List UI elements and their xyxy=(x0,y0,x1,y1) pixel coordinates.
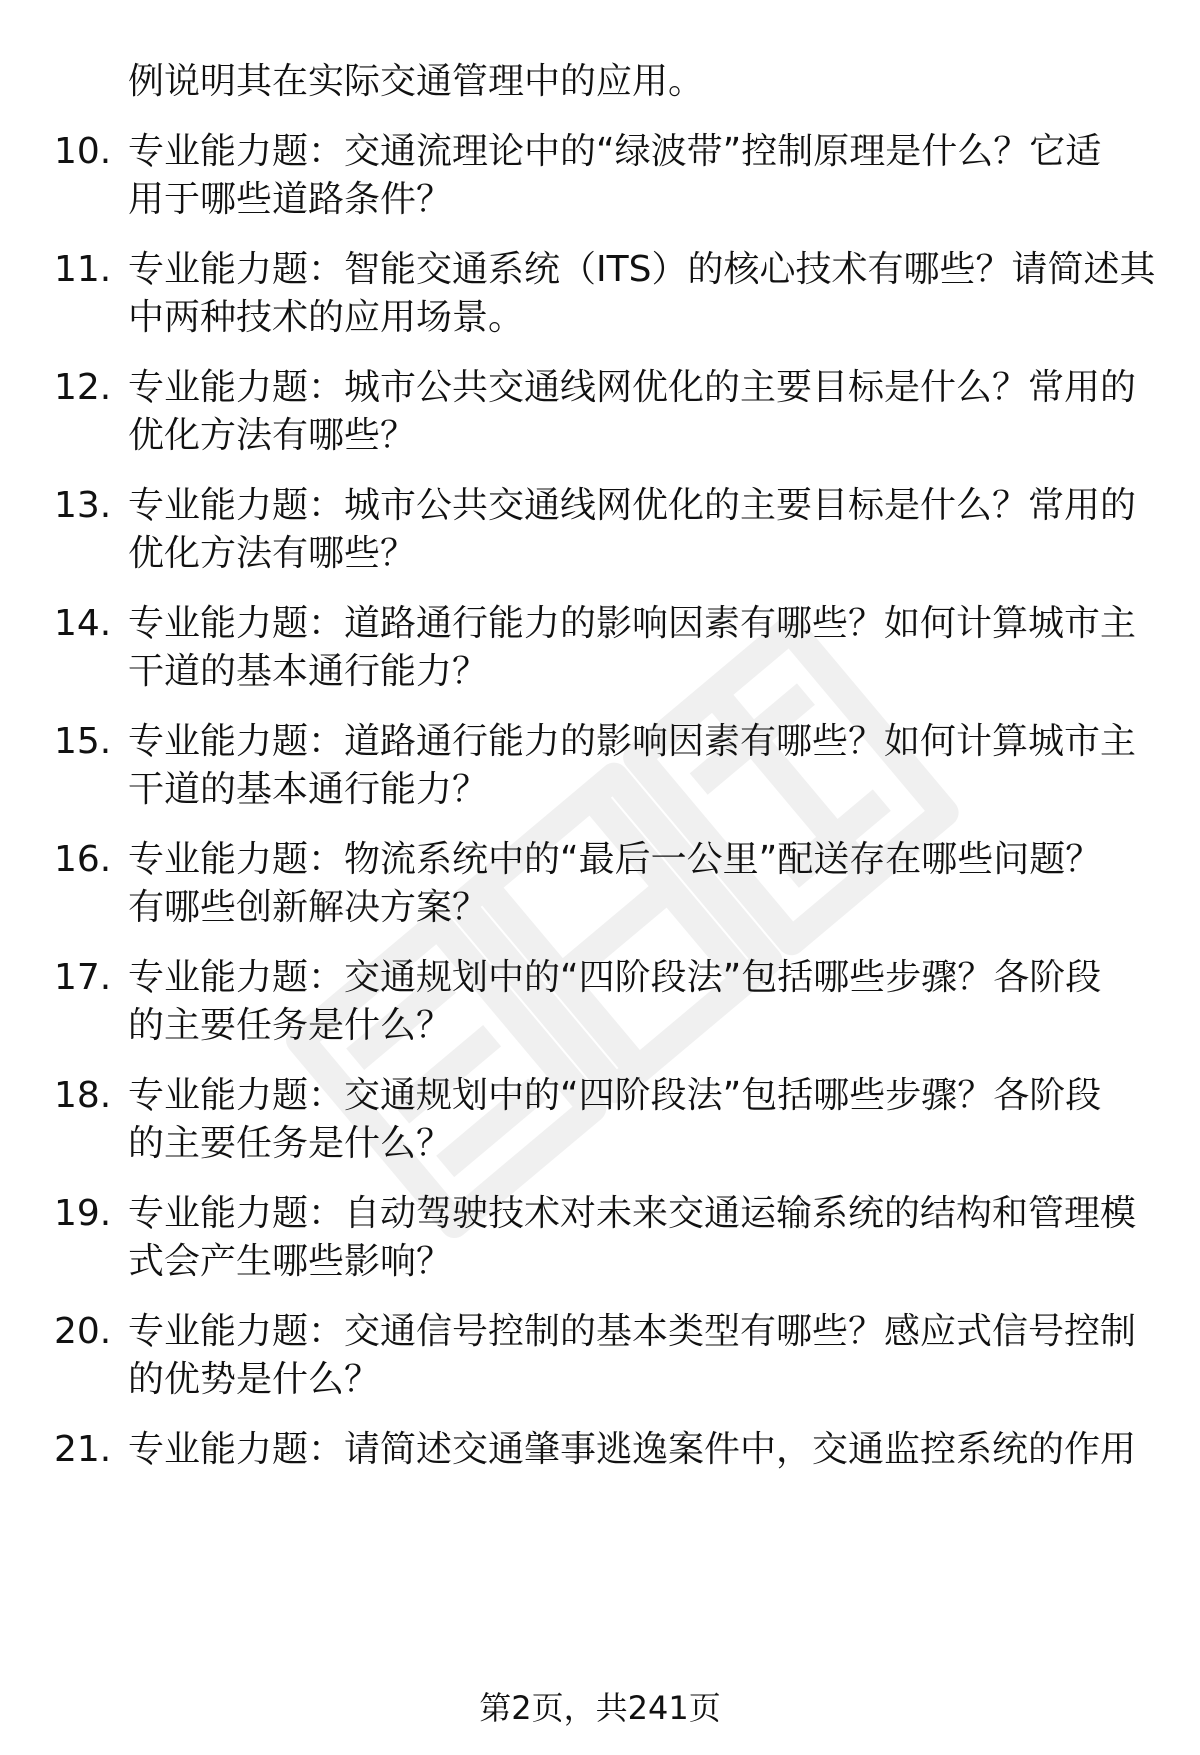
item-text-line-2: 有哪些创新解决方案？ xyxy=(128,887,489,928)
item-text-line-1: 专业能力题：交通规划中的“四阶段法”包括哪些步骤？各阶段 xyxy=(128,957,1102,998)
item-text-line-2: 式会产生哪些影响？ xyxy=(128,1241,453,1282)
item-text-line-2: 的优势是什么？ xyxy=(128,1359,381,1400)
item-text-line-2: 优化方法有哪些？ xyxy=(128,533,417,574)
page-footer: 第2页，共241页 xyxy=(479,1689,721,1727)
item-text-line-1: 专业能力题：道路通行能力的影响因素有哪些？如何计算城市主 xyxy=(128,603,1137,644)
item-text-line-2: 干道的基本通行能力？ xyxy=(128,651,489,692)
item-text-line-2: 中两种技术的应用场景。 xyxy=(128,297,525,338)
item-text-line-1: 专业能力题：智能交通系统（ITS）的核心技术有哪些？请简述其 xyxy=(128,249,1156,290)
item-text-line-1: 专业能力题：交通信号控制的基本类型有哪些？感应式信号控制 xyxy=(128,1311,1137,1352)
item-number: 19. xyxy=(54,1193,112,1234)
continued-text-line: 例说明其在实际交通管理中的应用。 xyxy=(128,61,705,102)
item-text-line-1: 专业能力题：自动驾驶技术对未来交通运输系统的结构和管理模 xyxy=(128,1193,1137,1234)
item-text-line-2: 干道的基本通行能力？ xyxy=(128,769,489,810)
item-number: 17. xyxy=(54,957,112,998)
item-text-line-1: 专业能力题：交通规划中的“四阶段法”包括哪些步骤？各阶段 xyxy=(128,1075,1102,1116)
item-text-line-1: 专业能力题：城市公共交通线网优化的主要目标是什么？常用的 xyxy=(128,367,1137,408)
item-text-line-1: 专业能力题：交通流理论中的“绿波带”控制原理是什么？它适 xyxy=(128,131,1102,172)
item-text-line-2: 用于哪些道路条件？ xyxy=(128,179,453,220)
item-text-line-1: 专业能力题：道路通行能力的影响因素有哪些？如何计算城市主 xyxy=(128,721,1137,762)
item-text-line-2: 优化方法有哪些？ xyxy=(128,415,417,456)
item-number: 13. xyxy=(54,485,112,526)
item-number: 11. xyxy=(54,249,112,290)
item-number: 12. xyxy=(54,367,112,408)
item-text-line-2: 的主要任务是什么？ xyxy=(128,1123,453,1164)
item-text-line-1: 专业能力题：城市公共交通线网优化的主要目标是什么？常用的 xyxy=(128,485,1137,526)
item-number: 16. xyxy=(54,839,112,880)
item-text-line-1: 专业能力题：物流系统中的“最后一公里”配送存在哪些问题？ xyxy=(128,839,1102,880)
item-number: 21. xyxy=(54,1429,112,1470)
item-number: 14. xyxy=(54,603,112,644)
item-number: 18. xyxy=(54,1075,112,1116)
item-number: 15. xyxy=(54,721,112,762)
item-number: 10. xyxy=(54,131,112,172)
item-text-line-2: 的主要任务是什么？ xyxy=(128,1005,453,1046)
item-text-line-1: 专业能力题：请简述交通肇事逃逸案件中，交通监控系统的作用 xyxy=(128,1429,1137,1470)
item-number: 20. xyxy=(54,1311,112,1352)
